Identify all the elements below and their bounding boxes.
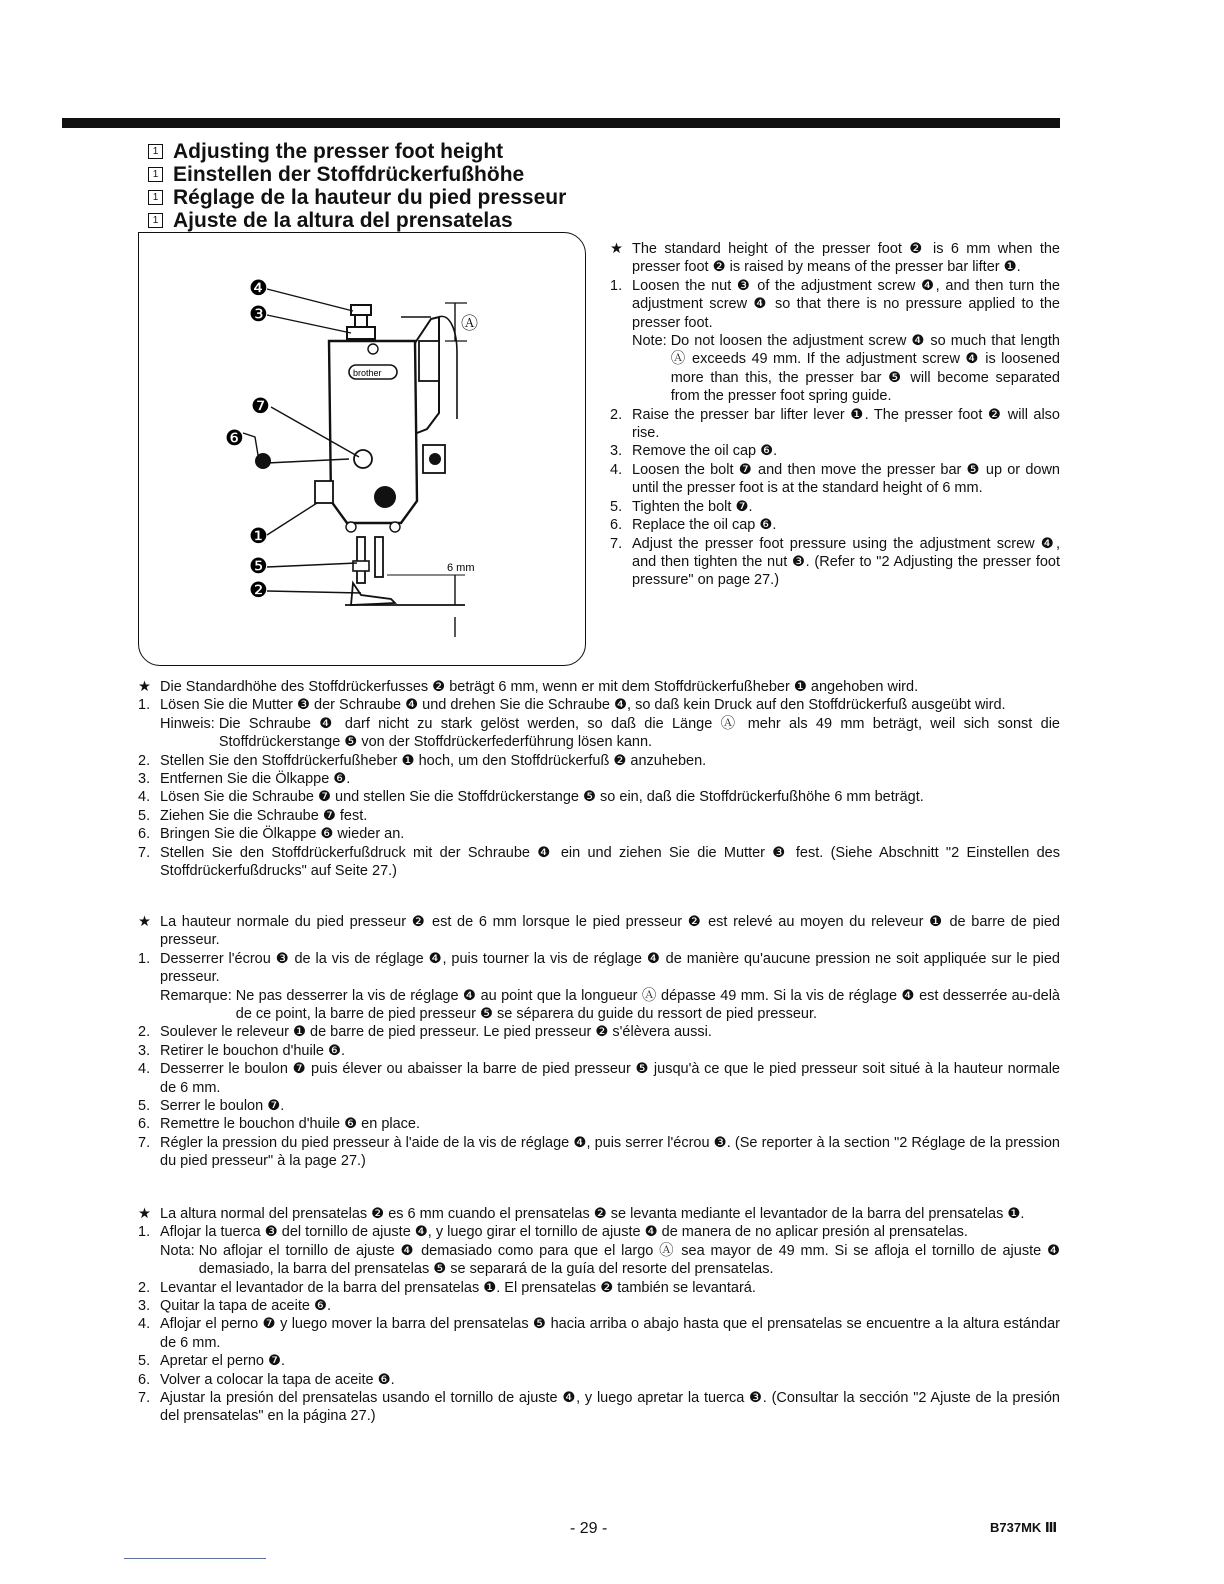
list-item: 2. Stellen Sie den Stoffdrückerfußheber ❶ hoch, um den Stoffdrückerfuß ❷ anzuheben. — [138, 752, 707, 769]
list-item: 5. Apretar el perno ❼. — [138, 1353, 286, 1370]
note: Remarque: Ne pas desserrer la vis de réglage ❹ au point que la longueur Ⓐ dépasse 49 mm. Si la vis de réglage ❹ est desserrée au-delà de ce point, la barre de pied presseur ❺ se séparera du guide du ressort de pied presseur. — [160, 987, 1060, 1023]
list-item: 7. Stellen Sie den Stoffdrückerfußdruck mit der Schraube ❹ ein und ziehen Sie die Mutter ❸ fest. (Siehe Abschnitt "2 Einstellen des Stoffdrückerfußdrucks" auf Seite 27.) — [138, 844, 1060, 880]
callout-adjustment-screw: ❹ — [249, 276, 268, 300]
list-item: 5. Serrer le boulon ❼. — [138, 1098, 285, 1115]
title-german: 1 Einstellen der Stoffdrückerfußhöhe — [148, 163, 566, 186]
callout-presser-bar: ❺ — [249, 554, 268, 578]
list-item: 4. Loosen the bolt ❼ and then move the presser bar ❺ up or down until the presser foot is at the standard height of 6 mm. — [610, 461, 1060, 497]
section-number-box: 1 — [148, 167, 163, 182]
list-item: 1. Desserrer l'écrou ❸ de la vis de réglage ❹, puis tourner la vis de réglage ❹ de manière qu'aucune pression ne soit appliquée sur le pied presseur. — [138, 950, 1060, 986]
section-titles — [148, 140, 566, 232]
list-item: 3. Entfernen Sie die Ölkappe ❻. — [138, 771, 351, 788]
french-instructions — [138, 913, 1060, 1171]
list-item: 2. Raise the presser bar lifter lever ❶. The presser foot ❷ will also rise. — [610, 406, 1060, 442]
english-instructions — [610, 240, 1060, 590]
top-rule — [62, 118, 1060, 128]
title-spanish: 1 Ajuste de la altura del prensatelas — [148, 209, 566, 232]
list-item: 4. Desserrer le boulon ❼ puis élever ou abaisser la barre de pied presseur ❺ jusqu'à ce que le pied presseur soit situé à la hauteur normale de 6 mm. — [138, 1061, 1060, 1096]
list-item: 7. Adjust the presser foot pressure using the adjustment screw ❹, and then tighten the nut ❸. (Refer to "2 Adjusting the presser foot pressure" on page 27.) — [610, 535, 1060, 589]
list-item: ★ La altura normal del prensatelas ❷ es 6 mm cuando el prensatelas ❷ se levanta mediante el levantador de la barra del prensatelas ❶. — [138, 1206, 1025, 1222]
list-item: 3. Remove the oil cap ❻. — [610, 443, 778, 460]
brand-plate-text: brother — [353, 368, 382, 378]
list-item: 7. Régler la pression du pied presseur à l'aide de la vis de réglage ❹, puis serrer l'écrou ❸. (Se reporter à la section "2 Réglage de la pression du pied presseur" à la page 27.) — [138, 1134, 1060, 1170]
list-item: 6. Volver a colocar la tapa de aceite ❻. — [138, 1371, 395, 1388]
list-item: 7. Ajustar la presión del prensatelas usando el tornillo de ajuste ❹, y luego apretar la tuerca ❸. (Consultar la sección "2 Ajuste de la presión del prensatelas" en la página 27.) — [138, 1390, 1060, 1425]
list-item: ★ Die Standardhöhe des Stoffdrückerfusses ❷ beträgt 6 mm, wenn er mit dem Stoffdrückerfußheber ❶ angehoben wird. — [138, 679, 919, 695]
list-item: 4. Aflojar el perno ❼ y luego mover la barra del prensatelas ❺ hacia arriba o abajo hasta que el prensatelas se encuentre a la altura estándar de 6 mm. — [138, 1316, 1060, 1351]
length-a-marker: Ⓐ — [461, 314, 478, 334]
height-dimension-label: 6 mm — [447, 562, 475, 574]
list-item: 3. Quitar la tapa de aceite ❻. — [138, 1298, 331, 1315]
section-number-box: 1 — [148, 213, 163, 228]
list-item: 2. Soulever le releveur ❶ de barre de pied presseur. Le pied presseur ❷ s'élèvera aussi. — [138, 1024, 712, 1041]
list-item: ★ La hauteur normale du pied presseur ❷ est de 6 mm lorsque le pied presseur ❷ est relevé au moyen du releveur ❶ de barre de pied presseur. — [138, 914, 1060, 949]
callout-bolt: ❼ — [251, 394, 270, 418]
note: Hinweis: Die Schraube ❹ darf nicht zu stark gelöst werden, so daß die Länge Ⓐ mehr als 49 mm beträgt, weil sich sonst die Stoffdrückerstange ❺ von der Stoffdrückerfederführung lösen kann. — [160, 715, 1060, 751]
list-item: 6. Bringen Sie die Ölkappe ❻ wieder an. — [138, 826, 405, 843]
list-item: 1. Loosen the nut ❸ of the adjustment screw ❹, and then turn the adjustment screw ❹ so that there is no pressure applied to the presser foot. — [610, 277, 1060, 331]
bottom-rule — [124, 1558, 266, 1559]
callout-nut: ❸ — [249, 302, 268, 326]
callout-lifter: ❶ — [249, 524, 268, 548]
callout-oil-cap: ❻ — [225, 426, 244, 450]
presser-foot-figure — [138, 232, 586, 666]
title-english: 1 Adjusting the presser foot height — [148, 140, 566, 163]
list-item: 2. Levantar el levantador de la barra del prensatelas ❶. El prensatelas ❷ también se levantará. — [138, 1279, 756, 1296]
machine-head-illustration — [139, 233, 585, 665]
list-item: 6. Replace the oil cap ❻. — [610, 517, 777, 534]
section-number-box: 1 — [148, 144, 163, 159]
list-item: 5. Ziehen Sie die Schraube ❼ fest. — [138, 807, 368, 824]
spanish-instructions — [138, 1205, 1060, 1426]
list-item: 4. Lösen Sie die Schraube ❼ und stellen Sie die Stoffdrückerstange ❺ so ein, daß die Stoffdrückerfußhöhe 6 mm beträgt. — [138, 789, 924, 806]
note: Nota: No aflojar el tornillo de ajuste ❹ demasiado como para que el largo Ⓐ sea mayor de 49 mm. Si se afloja el tornillo de ajuste ❹ demasiado, la barra del prensatelas ❺ se separará de la guía del resorte del prensatelas. — [160, 1242, 1060, 1278]
title-french: 1 Réglage de la hauteur du pied presseur — [148, 186, 566, 209]
list-item: 3. Retirer le bouchon d'huile ❻. — [138, 1042, 346, 1059]
document-code: B737MK Ⅲ — [990, 1520, 1058, 1535]
list-item: ★ The standard height of the presser foot ❷ is 6 mm when the presser foot ❷ is raised by means of the presser bar lifter ❶. — [610, 241, 1060, 276]
list-item: 1. Lösen Sie die Mutter ❸ der Schraube ❹ und drehen Sie die Schraube ❹, so daß kein Druck auf den Stoffdrückerfuß ausgeübt wird. — [138, 697, 1006, 714]
page-number: - 29 - — [570, 1520, 608, 1537]
callout-presser-foot: ❷ — [249, 578, 268, 602]
list-item: 6. Remettre le bouchon d'huile ❻ en place. — [138, 1116, 421, 1133]
list-item: 5. Tighten the bolt ❼. — [610, 498, 753, 515]
section-number-box: 1 — [148, 190, 163, 205]
german-instructions — [138, 678, 1060, 880]
note: Note: Do not loosen the adjustment screw ❹ so much that length Ⓐ exceeds 49 mm. If the adjustment screw ❹ is loosened more than this, the presser bar ❺ will become separated from the presser foot spring guide. — [632, 333, 1060, 405]
list-item: 1. Aflojar la tuerca ❸ del tornillo de ajuste ❹, y luego girar el tornillo de ajuste ❹ de manera de no aplicar presión al prensatelas. — [138, 1224, 968, 1241]
